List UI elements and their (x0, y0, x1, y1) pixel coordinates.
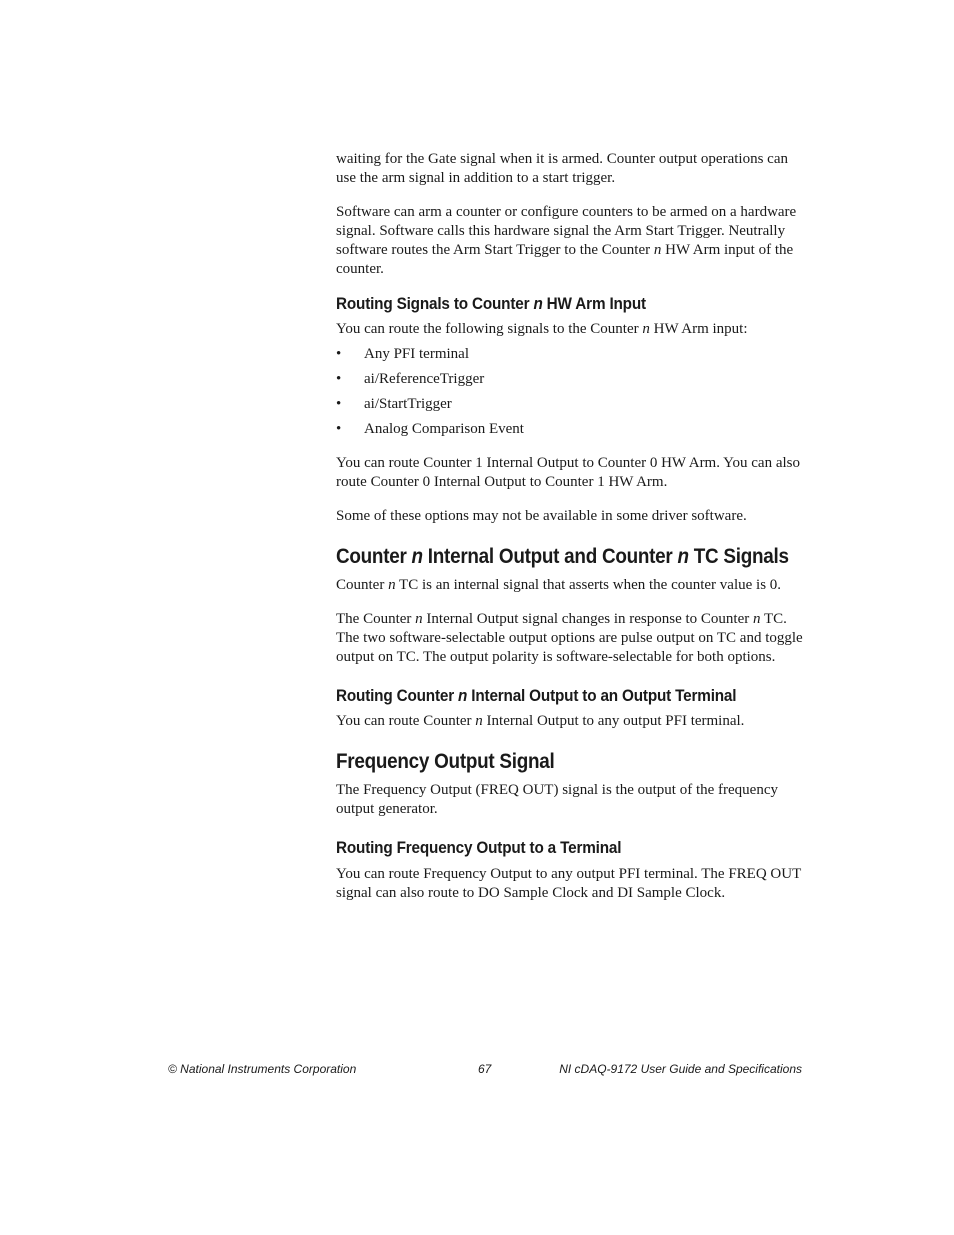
paragraph-freq-out-definition: The Frequency Output (FREQ OUT) signal is the output of the frequency output generator. (336, 782, 778, 817)
paragraph-internal-output-behavior: The Counter n Internal Output signal changes in response to Counter n TC. The two software-selectable output options are pulse output on TC and toggle output on TC. The output polarity is software-selectable for both options. (336, 611, 803, 665)
list-item: • ai/StartTrigger (336, 396, 452, 412)
footer-document-title: NI cDAQ-9172 User Guide and Specifications (559, 1062, 802, 1076)
list-item: • Analog Comparison Event (336, 421, 524, 437)
page-footer (168, 1062, 802, 1078)
paragraph-driver-note: Some of these options may not be available in some driver software. (336, 508, 747, 524)
list-item: • ai/ReferenceTrigger (336, 371, 485, 387)
paragraph-tc-definition: Counter n TC is an internal signal that asserts when the counter value is 0. (336, 577, 782, 593)
footer-copyright: © National Instruments Corporation (168, 1062, 357, 1076)
paragraph-hw-arm-intro: You can route the following signals to the Counter n HW Arm input: (336, 321, 748, 337)
bullet-marker: • (336, 346, 342, 362)
page-content (336, 150, 806, 918)
list-item: • Any PFI terminal (336, 346, 469, 362)
heading-frequency-output: Frequency Output Signal (336, 750, 555, 773)
hw-arm-signal-list (336, 345, 806, 439)
page-number: 67 (478, 1062, 492, 1076)
bullet-marker: • (336, 421, 342, 437)
paragraph-internal-output-routing: You can route Counter n Internal Output to any output PFI terminal. (336, 713, 745, 729)
paragraph-counter-cross-routing: You can route Counter 1 Internal Output to Counter 0 HW Arm. You can also route Counter 0 Internal Output to Counter 1 HW Arm. (336, 455, 800, 490)
heading-routing-internal-output: Routing Counter n Internal Output to an Output Terminal (336, 686, 737, 705)
heading-routing-frequency-output: Routing Frequency Output to a Terminal (336, 838, 622, 857)
paragraph-software-arm: Software can arm a counter or configure counters to be armed on a hardware signal. Software calls this hardware signal the Arm Start Trigger. Neutrally software routes the Arm Start Trigger to the Counter n HW Arm input of the counter. (336, 204, 797, 277)
paragraph-arm-signal: waiting for the Gate signal when it is armed. Counter output operations can use the arm signal in addition to a start trigger. (336, 151, 788, 186)
heading-internal-output-tc: Counter n Internal Output and Counter n TC Signals (336, 545, 789, 568)
heading-routing-hw-arm: Routing Signals to Counter n HW Arm Input (336, 294, 646, 313)
paragraph-freq-routing: You can route Frequency Output to any output PFI terminal. The FREQ OUT signal can also route to DO Sample Clock and DI Sample Clock. (336, 866, 801, 901)
bullet-marker: • (336, 371, 342, 387)
bullet-marker: • (336, 396, 342, 412)
